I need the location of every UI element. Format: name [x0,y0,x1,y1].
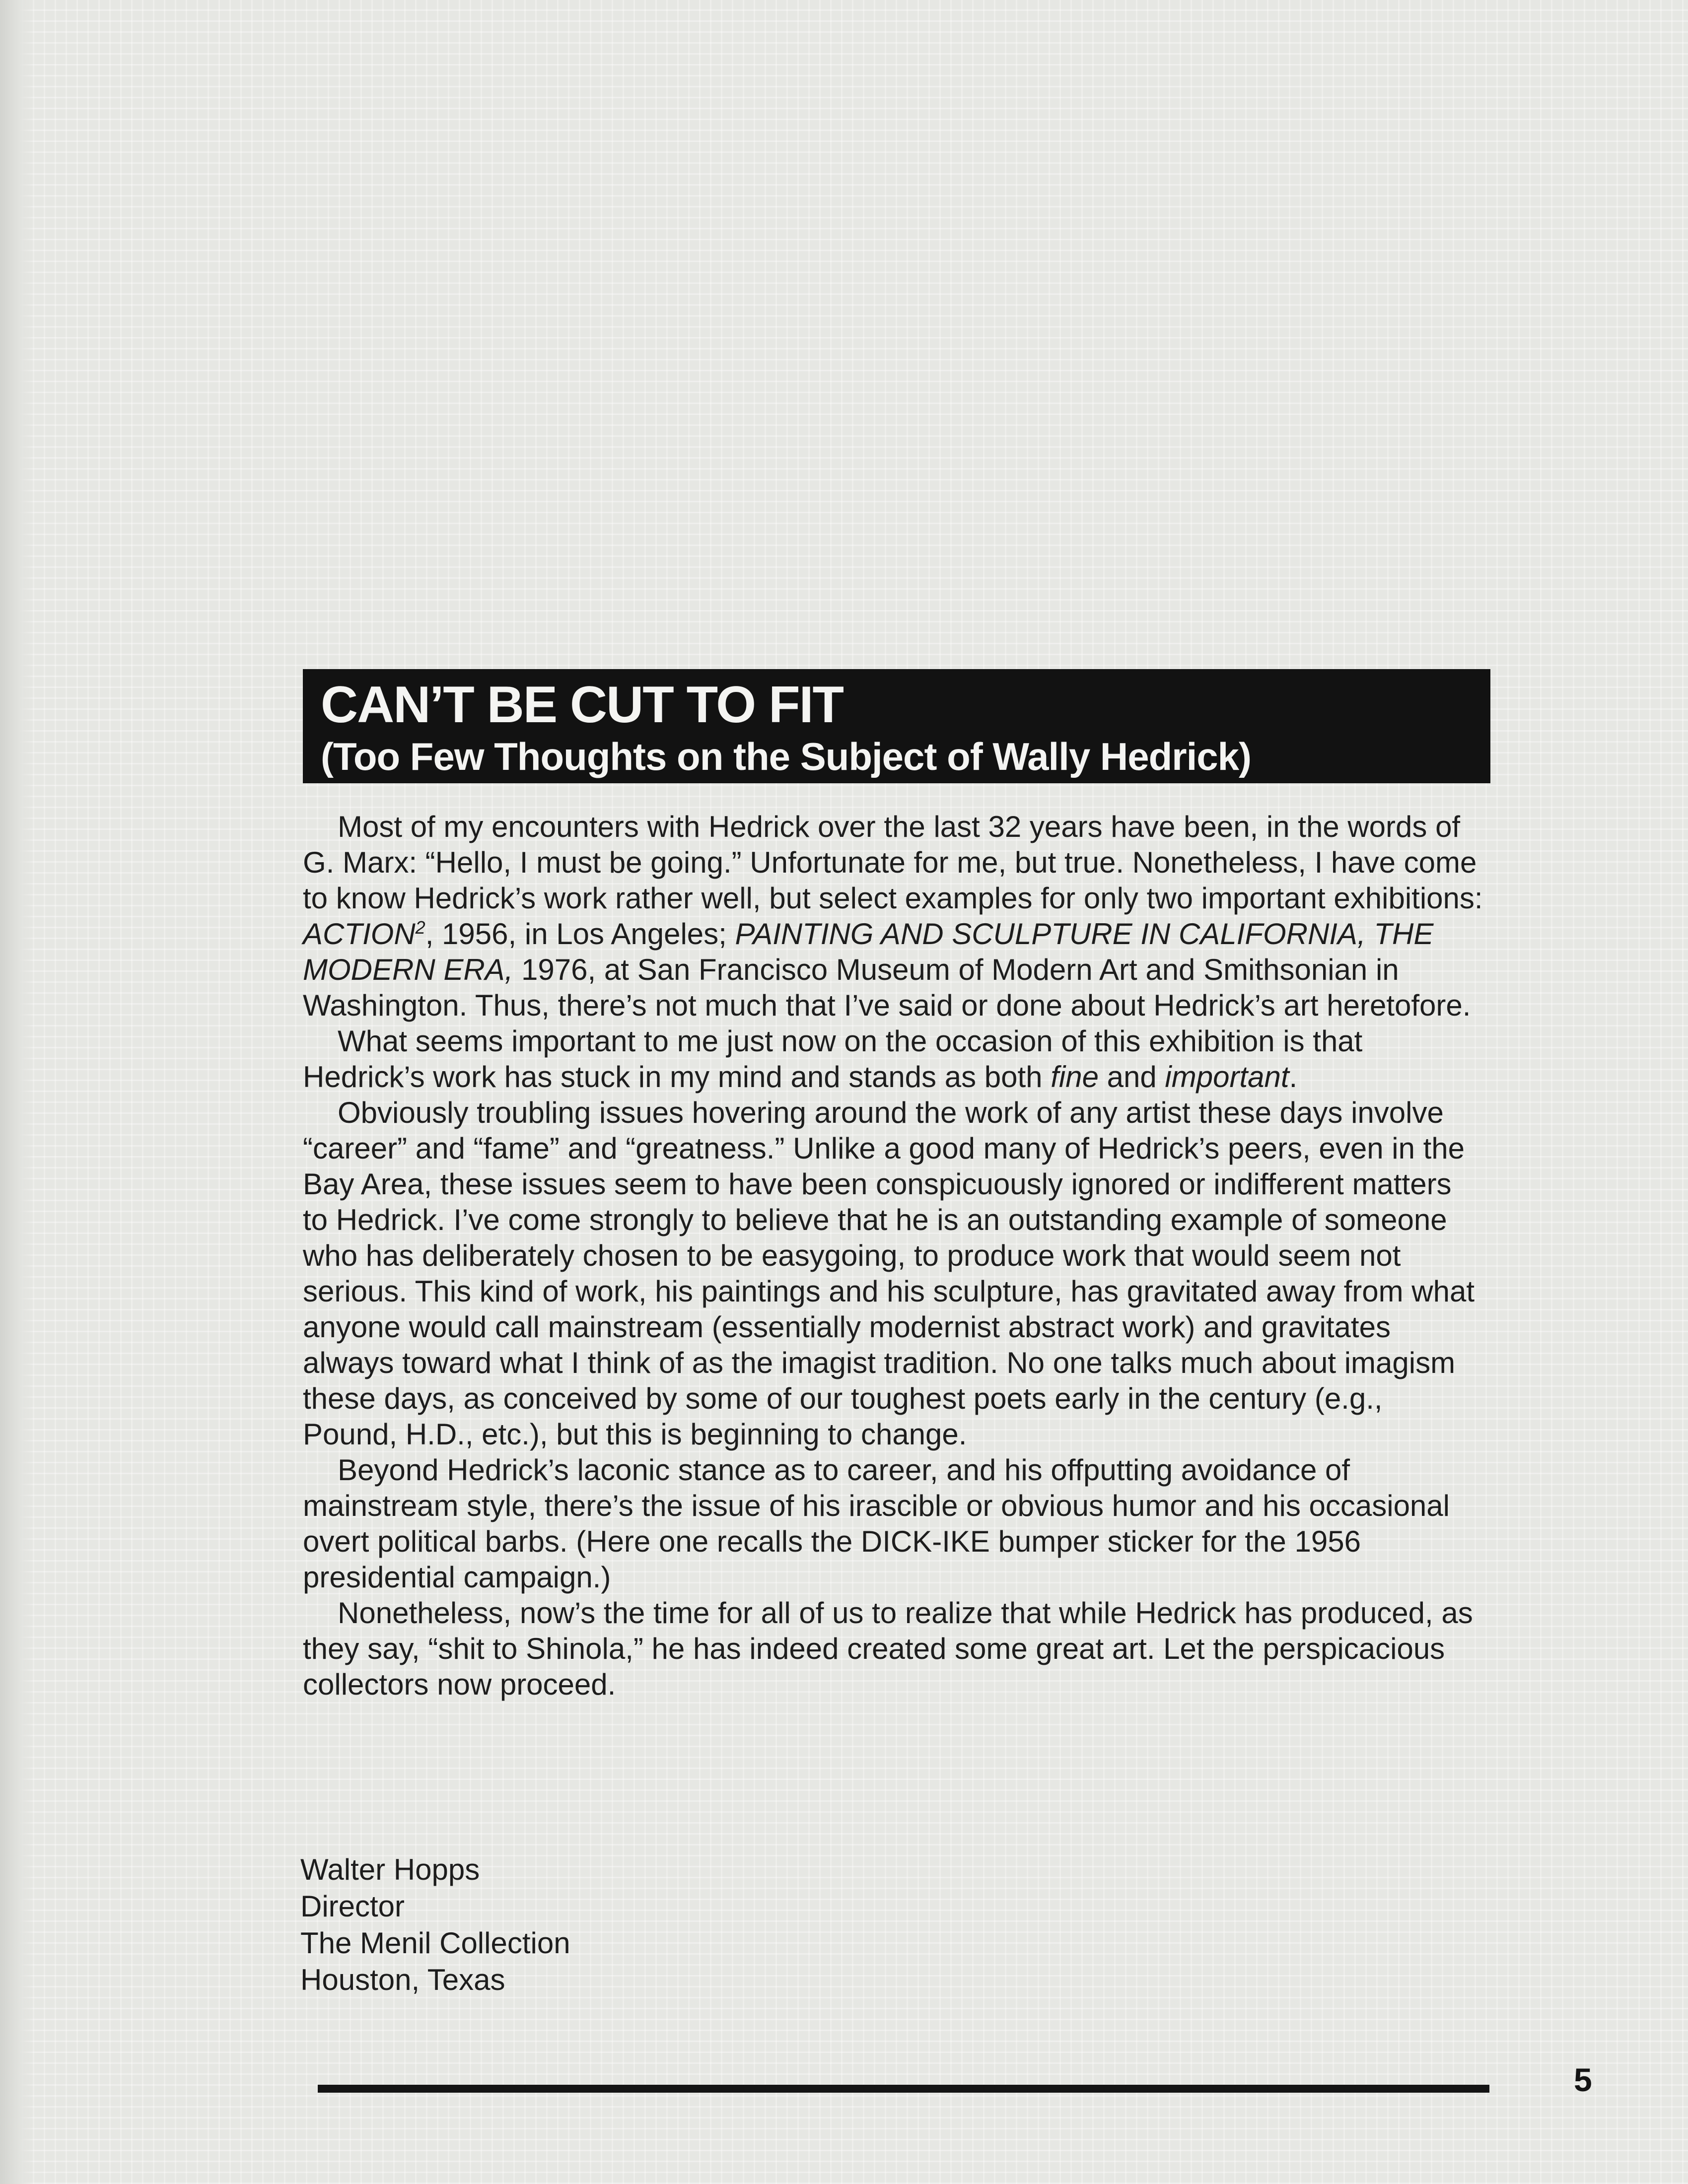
binding-edge [0,0,35,2184]
paragraph-5: Nonetheless, now’s the time for all of us to realize that while Hedrick has produced, as they say, “shit to Shinola,” he has indeed created some great art. Let the perspicacious collectors now proceed. [303,1596,1473,1701]
paragraph-2-text-c: . [1289,1060,1298,1093]
paragraph-1-text-b: , 1956, in Los Angeles; [425,917,735,951]
paragraph-2-text-a: What seems important to me just now on the occasion of this exhibition is that Hedrick’s work has stuck in my mind and stands as both [303,1024,1363,1093]
author-name: Walter Hopps [300,1853,480,1886]
page-number: 5 [1574,2061,1592,2098]
essay-body [303,809,1484,1703]
title-banner [303,669,1490,783]
paragraph-2-text-b: and [1098,1060,1165,1093]
paragraph-3: Obviously troubling issues hovering around the work of any artist these days involve “career” and “fame” and “greatness.” Unlike a good many of Hedrick’s peers, even in the Bay Area, these issues seem to have been conspicuously ignored or indifferent matters to Hedrick. I’ve come strongly to believe that he is an outstanding example of someone who has deliberately chosen to be easygoing, to produce work that would seem not serious. This kind of work, his paintings and his sculpture, has gravitated away from what anyone would call mainstream (essentially modernist abstract work) and gravitates always toward what I think of as the imagist tradition. No one talks much about imagism these days, as conceived by some of our toughest poets early in the century (e.g., Pound, H.D., etc.), but this is beginning to change. [303,1096,1475,1451]
exhibition-title-painting: PAINTING AND SCULPTURE IN CALIFORNIA, THE MODERN ERA, [303,917,1434,986]
author-organization: The Menil Collection [300,1926,570,1960]
superscript-2: 2 [415,917,425,938]
article-subtitle: (Too Few Thoughts on the Subject of Wally Hedrick) [321,735,1251,778]
paragraph-1 [303,809,1484,1024]
paragraph-2 [303,1024,1484,1095]
paragraph-1-text-a: Most of my encounters with Hedrick over the last 32 years have been, in the words of G. Marx: “Hello, I must be going.” Unfortunate for me, but true. Nonetheless, I have come to know Hedrick’s work rather well, but select examples for only two important exhibitions: [303,810,1483,915]
paragraph-1-text-c: 1976, at San Francisco Museum of Modern Art and Smithsonian in Washington. Thus, there’s not much that I’ve said or done about Hedrick’s art heretofore. [303,953,1471,1022]
author-location: Houston, Texas [300,1963,505,1996]
author-role: Director [300,1890,405,1923]
exhibition-title-action: ACTION [303,917,416,951]
italic-important: important [1165,1060,1289,1093]
footer-rule [318,2085,1489,2093]
signature-block [300,1851,570,1998]
italic-fine: fine [1051,1060,1099,1093]
article-title: CAN’T BE CUT TO FIT [321,676,844,734]
paragraph-4: Beyond Hedrick’s laconic stance as to career, and his offputting avoidance of mainstream style, there’s the issue of his irascible or obvious humor and his occasional overt political barbs. (Here one recalls the DICK-IKE bumper sticker for the 1956 presidential campaign.) [303,1453,1450,1594]
